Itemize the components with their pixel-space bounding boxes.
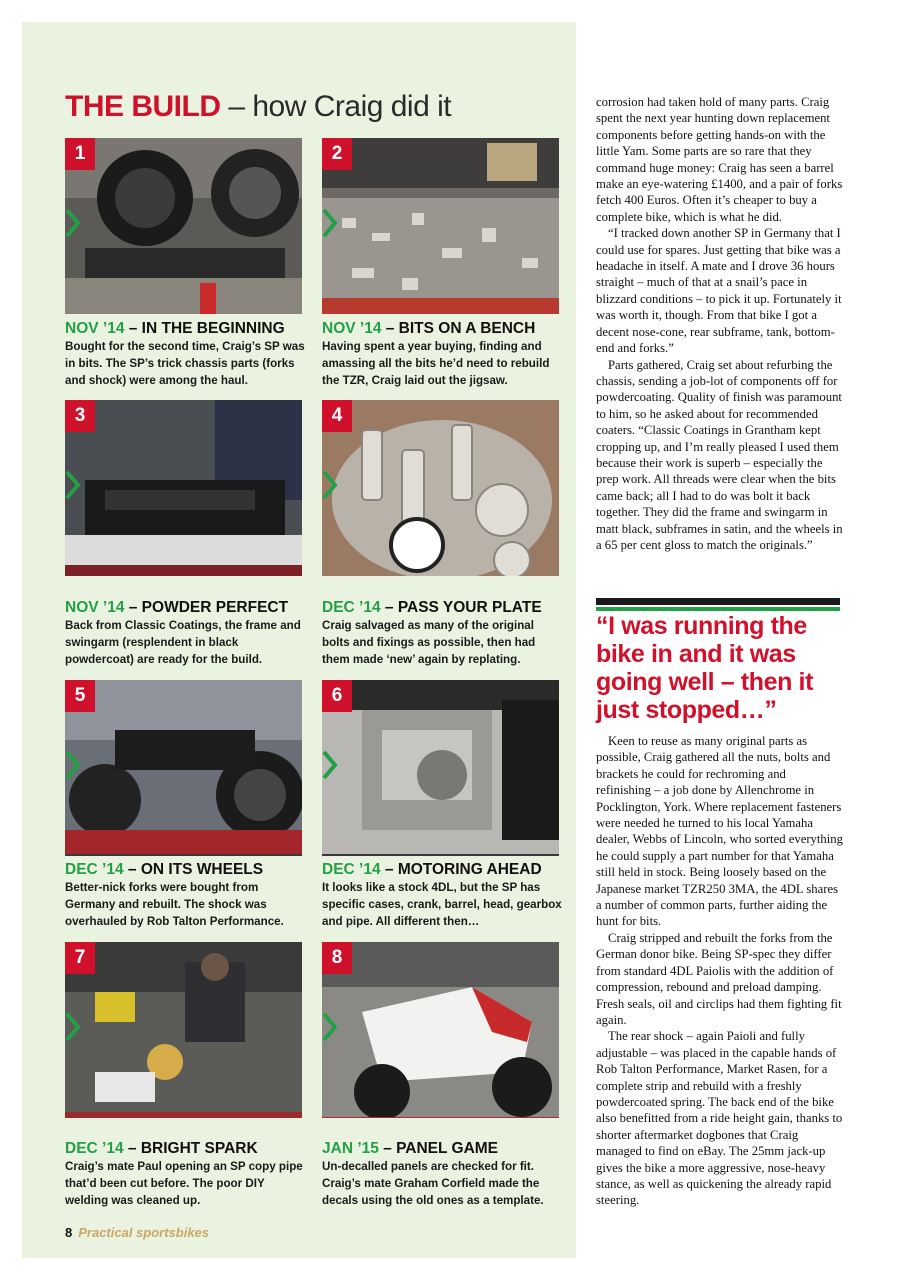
step-heading-5: [65, 861, 263, 879]
article-column-top: [596, 94, 844, 553]
magazine-name: Practical sportsbikes: [78, 1225, 210, 1240]
step-date-7: DEC ’14: [65, 1140, 124, 1157]
step-caption-7: Craig’s mate Paul opening an SP copy pipe that’d been cut before. The poor DIY welding was cleaned up.: [65, 1160, 303, 1207]
step-photo-2: [322, 138, 559, 314]
pull-quote: “I was running the bike in and it was going well – then it just stopped…”: [596, 612, 814, 724]
step-date-2: NOV ’14: [322, 320, 382, 337]
step-photo-6: [322, 680, 559, 856]
step-title-8: – PANEL GAME: [378, 1140, 499, 1157]
photo-3-image: [65, 400, 302, 576]
step-title-4: – PASS YOUR PLATE: [380, 599, 542, 616]
step-title-1: – IN THE BEGINNING: [124, 320, 285, 337]
photo-4-image: [322, 400, 559, 576]
step-number-8: 8: [322, 942, 352, 974]
article-paragraph: Parts gathered, Craig set about refurbing the chassis, sending a job-lot of components off for powdercoating. Quality of finish was paramount to him, so he asked about for recommended coaters. “Classic Coatings in Grantham kept cropping up, and I’m really pleased I used them because their work is superb – especially the prep work. All threads were clear when the bits came back; all I had to do was bolt it back together. They did the frame and swingarm in matt black, subframes in satin, and the wheels in a 65 per cent gloss to match the originals.”: [596, 357, 843, 552]
chevron-right-icon: [322, 470, 338, 500]
page-number: 8: [65, 1225, 73, 1240]
article-column-bottom: [596, 733, 844, 1209]
step-number-3: 3: [65, 400, 95, 432]
step-title-5: – ON ITS WHEELS: [123, 861, 264, 878]
article-paragraph: “I tracked down another SP in Germany that I could use for spares. Just getting that bike was a headache in itself. A mate and I drove 36 hours straight – much of that at a snail’s pace in blizzard conditions – to pick it up. Fortunately it was worth it, though. From that bike I got a decent nose-cone, rear subframe, tank, bottom-end and forks.”: [596, 226, 842, 356]
photo-6-image: [322, 680, 559, 854]
article-paragraph: Craig stripped and rebuilt the forks from the German donor bike. Being SP-spec they differ from standard 4DL Paiolis with the addition of compression, rebound and preload damping. Fresh seals, oil and circlips had them fighting fit again.: [596, 930, 842, 1027]
article-paragraph: Keen to reuse as many original parts as possible, Craig gathered all the nuts, bolts and brackets he could for rechroming and refinishing – a job done by Allenchrome in Pocklington, York. Where replacement fasteners were needed he turned to his local Yamaha dealer, Webbs of Lincoln, who sorted everything he could supply a part number for that Yamaha still held in stock. Being loosely based on the Japanese market TZR250 3MA, the 4DL shares a number of common parts, further aiding the hunt for bits.: [596, 734, 843, 929]
step-caption-5: Better-nick forks were bought from Germany and rebuilt. The shock was overhauled by Rob Talton Performance.: [65, 881, 284, 928]
step-number-1: 1: [65, 138, 95, 170]
chevron-right-icon: [65, 208, 81, 238]
step-caption-2: Having spent a year buying, finding and amassing all the bits he’d need to rebuild the TZR, Craig laid out the jigsaw.: [322, 340, 550, 387]
photo-5-image: [65, 680, 302, 854]
step-caption-4: Craig salvaged as many of the original bolts and fixings as possible, then had them made ‘new’ again by replating.: [322, 619, 536, 666]
step-number-6: 6: [322, 680, 352, 712]
step-heading-7: [65, 1140, 258, 1158]
build-title-light: – how Craig did it: [220, 90, 452, 123]
step-number-2: 2: [322, 138, 352, 170]
step-heading-6: [322, 861, 542, 879]
step-title-3: – POWDER PERFECT: [124, 599, 289, 616]
step-caption-6: It looks like a stock 4DL, but the SP has specific cases, crank, barrel, head, gearbox and pipe. All different then…: [322, 881, 562, 928]
step-heading-4: [322, 599, 542, 617]
step-photo-1: [65, 138, 302, 314]
chevron-right-icon: [65, 750, 81, 780]
photo-1-image: [65, 138, 302, 314]
build-title-bold: THE BUILD: [65, 90, 221, 123]
divider-stripe-black: [596, 598, 840, 605]
step-photo-7: [65, 942, 302, 1118]
step-number-5: 5: [65, 680, 95, 712]
step-caption-8: Un-decalled panels are checked for fit. Craig’s mate Graham Corfield made the decals using the old ones as a template.: [322, 1160, 544, 1207]
step-date-5: DEC ’14: [65, 861, 124, 878]
photo-8-image: [322, 942, 559, 1118]
step-date-1: NOV ’14: [65, 320, 125, 337]
step-photo-4: [322, 400, 559, 576]
page-footer: [65, 1225, 209, 1240]
step-caption-1: Bought for the second time, Craig’s SP was in bits. The SP’s trick chassis parts (forks and shock) were among the haul.: [65, 340, 305, 387]
step-caption-3: Back from Classic Coatings, the frame and swingarm (resplendent in black powdercoat) are ready for the build.: [65, 619, 301, 666]
chevron-right-icon: [322, 1012, 338, 1042]
step-title-2: – BITS ON A BENCH: [381, 320, 536, 337]
step-heading-3: [65, 599, 288, 617]
step-number-7: 7: [65, 942, 95, 974]
step-heading-1: [65, 320, 285, 338]
step-photo-3: [65, 400, 302, 576]
step-heading-2: [322, 320, 535, 338]
step-date-8: JAN ’15: [322, 1140, 379, 1157]
article-paragraph: The rear shock – again Paioli and fully adjustable – was placed in the capable hands of Rob Talton Performance, Market Rasen, for a complete strip and rebuild with a freshly powdercoated spring. The back end of the bike also benefitted from a ride height gain, thanks to shorter aftermarket dogbones that Craig managed to find on eBay. The 25mm jack-up gives the bike a more aggressive, nose-heavy stance, as well as quickening the already rapid steering.: [596, 1029, 843, 1208]
chevron-right-icon: [65, 470, 81, 500]
step-title-6: – MOTORING AHEAD: [380, 861, 542, 878]
step-date-6: DEC ’14: [322, 861, 381, 878]
step-photo-8: [322, 942, 559, 1118]
chevron-right-icon: [65, 1012, 81, 1042]
step-date-4: DEC ’14: [322, 599, 381, 616]
article-paragraph: corrosion had taken hold of many parts. Craig spent the next year hunting down replacement components before getting hands-on with the little Yam. Some parts are so rare that they command huge money: Craig has seen a barrel make an eye-watering £1400, and a pair of forks fetch 400 Euros. Often it’s cheaper to buy a complete bike, which is what he did.: [596, 95, 843, 224]
photo-7-image: [65, 942, 302, 1118]
divider-stripe-green: [596, 607, 840, 611]
step-title-7: – BRIGHT SPARK: [123, 1140, 258, 1157]
chevron-right-icon: [322, 208, 338, 238]
chevron-right-icon: [322, 750, 338, 780]
build-title: [65, 90, 451, 130]
step-heading-8: [322, 1140, 498, 1158]
step-date-3: NOV ’14: [65, 599, 125, 616]
photo-2-image: [322, 138, 559, 314]
step-number-4: 4: [322, 400, 352, 432]
step-photo-5: [65, 680, 302, 856]
